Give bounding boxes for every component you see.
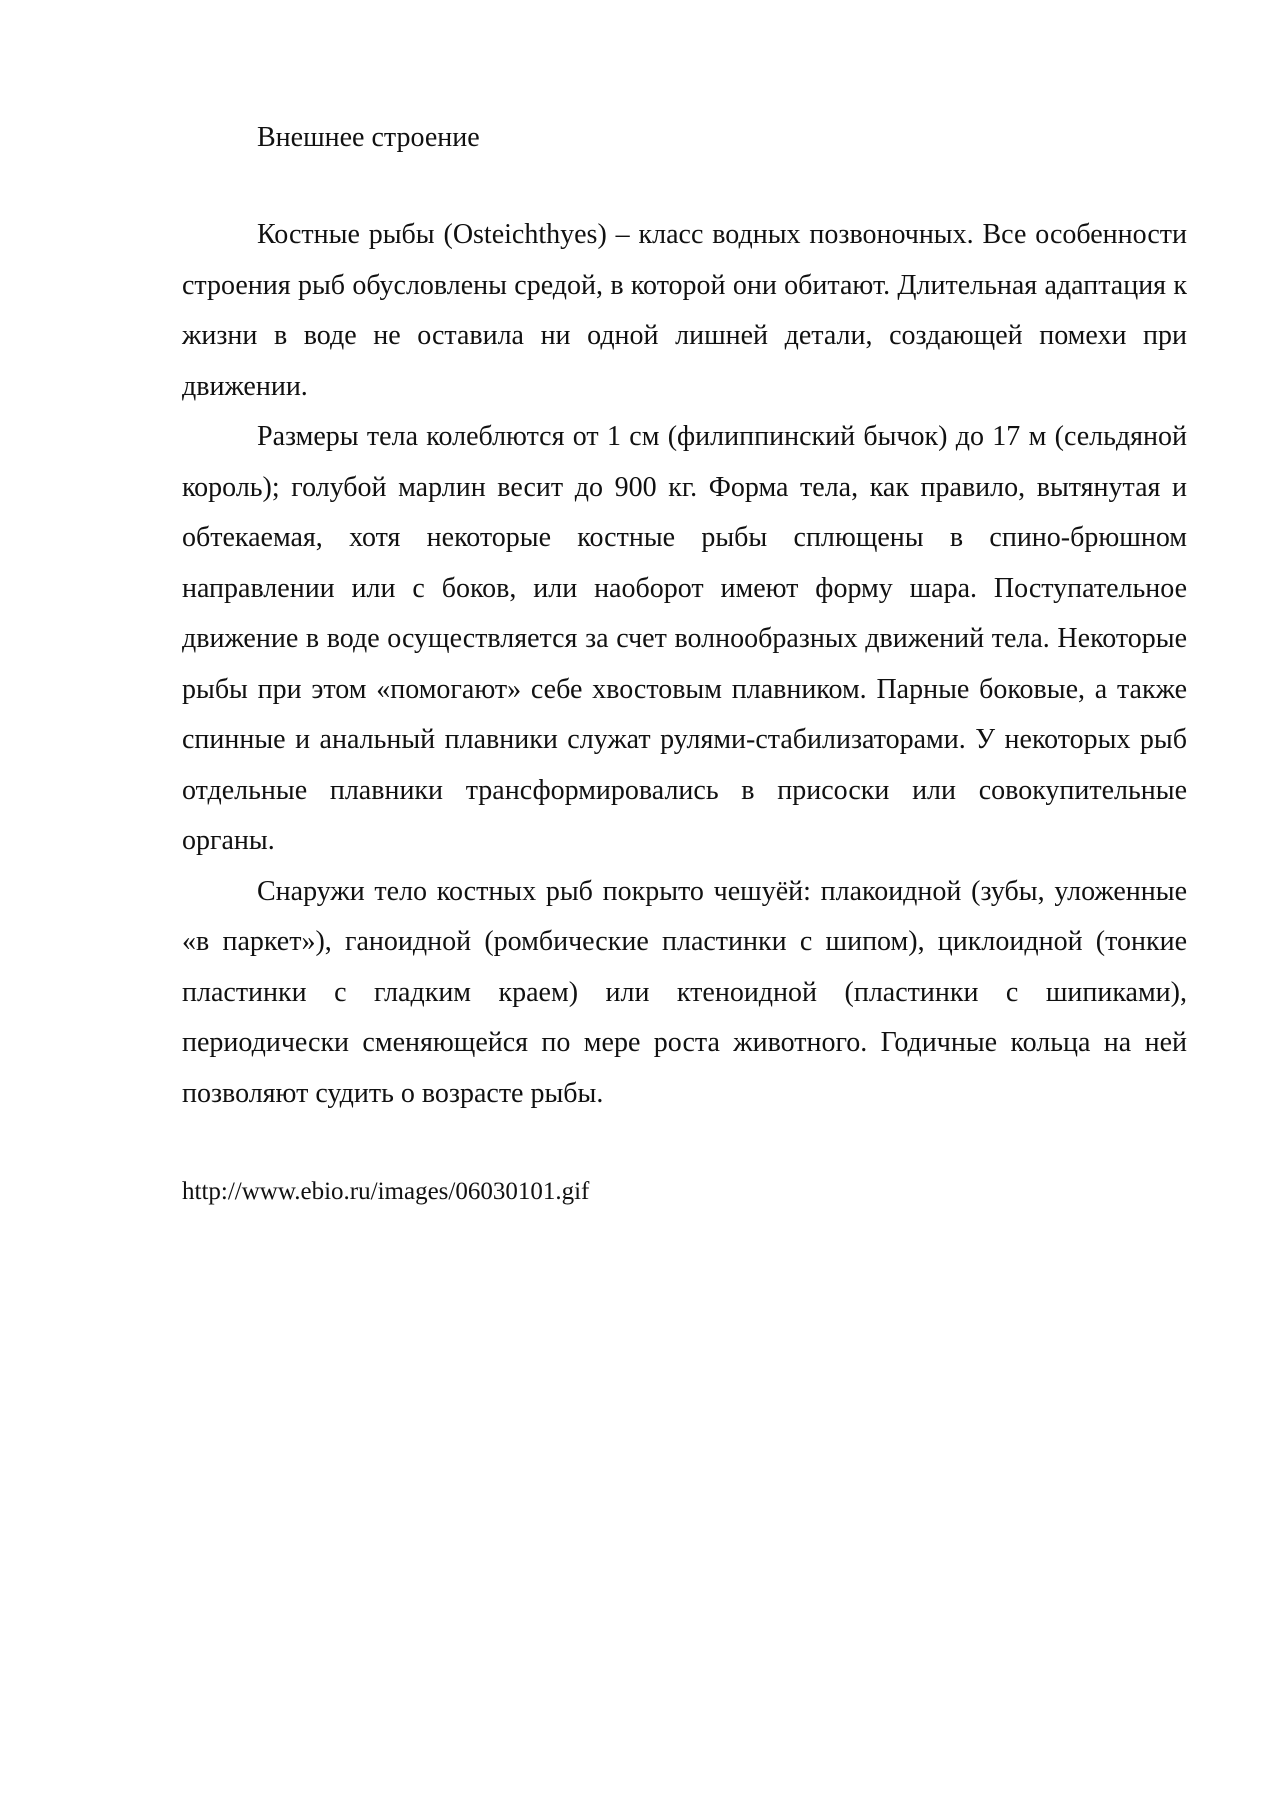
source-url-link[interactable]: http://www.ebio.ru/images/06030101.gif: [182, 1178, 590, 1205]
paragraph-scales: Снаружи тело костных рыб покрыто чешуёй: плакоидной (зубы, уложенные «в паркет»), ганоидной (ромбические пластинки с шипом), циклоидной (тонкие пластинки с гладким краем) или ктеноидной (пластинки с шипиками), периодически сменяющейся по мере роста животного. Годичные кольца на ней позволяют судить о возрасте рыбы.: [182, 875, 1187, 1109]
document-body: [182, 118, 1187, 1209]
paragraph-intro: Костные рыбы (Osteichthyes) – класс водных позвоночных. Все особенности строения рыб обусловлены средой, в которой они обитают. Длительная адаптация к жизни в воде не оставила ни одной лишней детали, создающей помехи при движении.: [182, 219, 1187, 402]
paragraph-body-size-shape: Размеры тела колеблются от 1 см (филиппинский бычок) до 17 м (сельдяной король); голубой марлин весит до 900 кг. Форма тела, как правило, вытянутая и обтекаемая, хотя некоторые костные рыбы сплющены в спино-брюшном направлении или с боков, или наоборот имеют форму шара. Поступательное движение в воде осуществляется за счет волнообразных движений тела. Некоторые рыбы при этом «помогают» себе хвостовым плавником. Парные боковые, а также спинные и анальный плавники служат рулями-стабилизаторами. У некоторых рыб отдельные плавники трансформировались в присоски или совокупительные органы.: [182, 421, 1187, 856]
document-heading: Внешнее строение: [257, 122, 480, 153]
